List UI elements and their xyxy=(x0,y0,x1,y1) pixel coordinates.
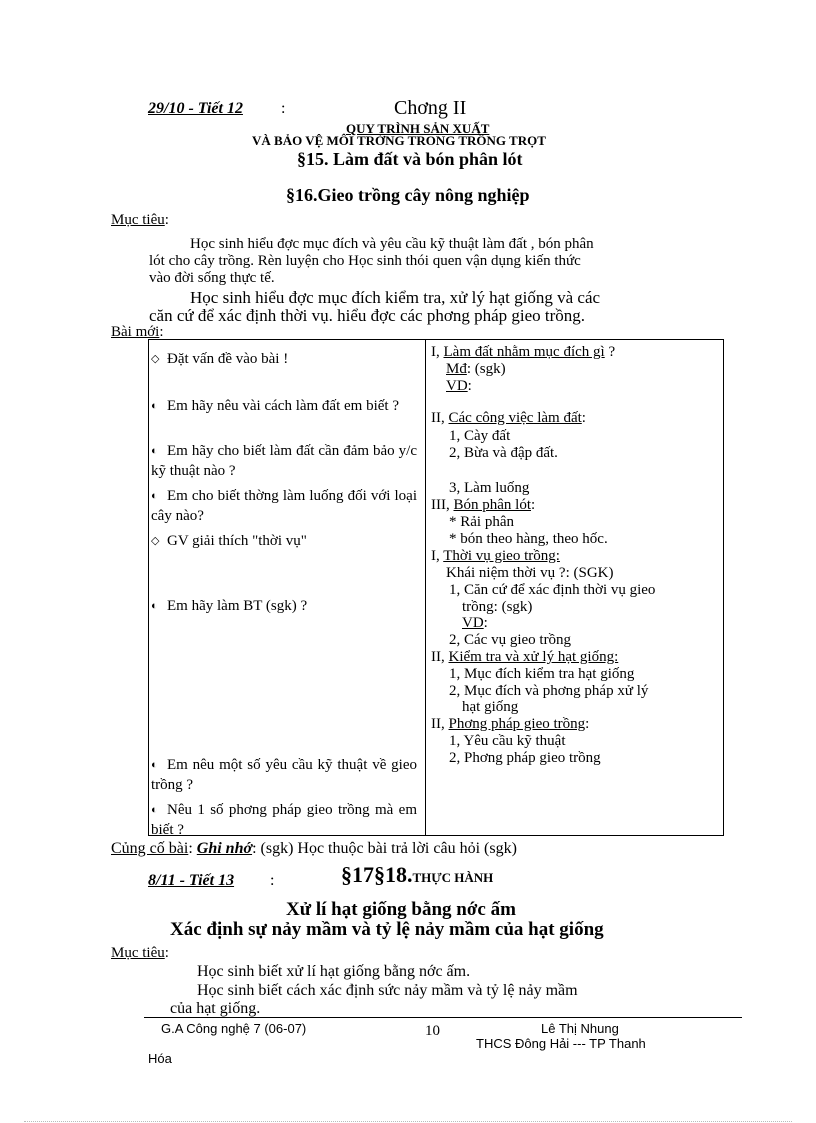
lesson-15-title: §15. Làm đất và bón phân lót xyxy=(297,149,523,169)
footer-course: G.A Công nghệ 7 (06-07) xyxy=(161,1021,307,1036)
practice-objective-1: Học sinh biết xử lí hạt giống bằng nớc ấm. xyxy=(197,963,471,980)
content-line: 1, Yêu cầu kỹ thuật xyxy=(449,733,566,749)
objective-p1-line2: lót cho cây trồng. Rèn luyện cho Học sinh thói quen vận dụng kiến thức xyxy=(149,253,581,269)
chapter-subtitle-2: VÀ BẢO VỆ MÔI TRỜNG TRONG TRỒNG TRỌT xyxy=(252,133,546,148)
half-circle-bullet-icon: ◐ xyxy=(151,600,158,612)
content-line: trồng: (sgk) xyxy=(462,599,533,615)
content-line: 1, Căn cứ để xác định thời vụ gieo xyxy=(449,582,656,598)
content-line: Khái niệm thời vụ ?: (SGK) xyxy=(446,565,614,581)
lesson-16-title: §16.Gieo trồng cây nông nghiệp xyxy=(286,185,530,205)
practice-objectives-heading: Mục tiêu: xyxy=(111,945,169,961)
diamond-bullet-icon: ◇ xyxy=(151,535,160,547)
activity-item: ◐ Em hãy nêu vài cách làm đất em biết ? xyxy=(151,398,399,414)
content-heading: I, Làm đất nhằm mục đích gì ? xyxy=(431,344,616,360)
lesson-table xyxy=(148,339,724,836)
diamond-bullet-icon: ◇ xyxy=(151,353,160,365)
content-line: 1, Cày đất xyxy=(449,428,511,444)
activity-item: ◐ Em hãy cho biết làm đất cần đảm bảo y/c kỹ thuật nào ? xyxy=(151,443,417,479)
activity-item: ◇ Đặt vấn đề vào bài ! xyxy=(151,351,289,367)
content-line: 2, Mục đích và phơng pháp xử lý xyxy=(449,683,649,699)
practice-colon: : xyxy=(270,872,275,889)
content-heading: III, Bón phân lót: xyxy=(431,497,536,513)
column-divider xyxy=(425,340,426,835)
content-line: * bón theo hàng, theo hốc. xyxy=(449,531,608,547)
practice-objective-2-line1: Học sinh biết cách xác định sức nảy mầm và tỷ lệ nảy mầm xyxy=(197,982,578,999)
new-lesson-heading: Bài mới: xyxy=(111,324,164,340)
content-line: 1, Mục đích kiểm tra hạt giống xyxy=(449,666,635,682)
half-circle-bullet-icon: ◐ xyxy=(151,400,158,412)
activity-item: ◐ Em nêu một số yêu cầu kỹ thuật về gieo trồng ? xyxy=(151,757,417,793)
practice-objective-2-line2: của hạt giống. xyxy=(170,1000,261,1017)
consolidate-line: Củng cố bài: Ghi nhớ: (sgk) Học thuộc bài trả lời câu hỏi (sgk) xyxy=(111,840,517,857)
objectives-heading: Mục tiêu: xyxy=(111,212,169,228)
footer-school-cont: Hóa xyxy=(148,1051,172,1066)
content-line: * Rải phân xyxy=(449,514,514,530)
activity-item: ◐ Em hãy làm BT (sgk) ? xyxy=(151,598,308,614)
page-number: 10 xyxy=(425,1023,440,1039)
practice-title-2: Xác định sự nảy mầm và tỷ lệ nảy mầm của hạt giống xyxy=(170,919,604,940)
practice-section: §17§18.THỰC HÀNH xyxy=(341,862,494,887)
content-heading: II, Kiểm tra và xử lý hạt giống: xyxy=(431,649,619,665)
footer-author: Lê Thị Nhung xyxy=(541,1021,619,1036)
lesson-date: 29/10 - Tiết 12 xyxy=(148,100,243,117)
practice-title-1: Xử lí hạt giống bằng nớc ấm xyxy=(286,899,516,920)
chapter-title: Chơng II xyxy=(394,97,467,119)
activity-item: ◐ Nêu 1 số phơng pháp gieo trồng mà em biết ? xyxy=(151,802,417,838)
content-line: 2, Phơng pháp gieo trồng xyxy=(449,750,601,766)
content-line: 2, Bừa và đập đất. xyxy=(449,445,558,461)
objective-p2-line1: Học sinh hiểu đợc mục đích kiểm tra, xử lý hạt giống và các xyxy=(190,288,601,307)
activity-item: ◐ Em cho biết thờng làm luống đối với loại cây nào? xyxy=(151,488,417,524)
chapter-subtitle-1: QUY TRÌNH SẢN XUẤT xyxy=(346,121,490,136)
content-line: Mđ: (sgk) xyxy=(446,361,506,377)
page-bottom-divider xyxy=(24,1121,792,1122)
content-line: VD: xyxy=(462,615,488,631)
objective-p1-line1: Học sinh hiểu đợc mục đích và yêu cầu kỹ thuật làm đất , bón phân xyxy=(190,236,594,252)
half-circle-bullet-icon: ◐ xyxy=(151,804,158,816)
activity-item: ◇ GV giải thích "thời vụ" xyxy=(151,533,307,549)
footer-rule xyxy=(144,1017,742,1018)
content-heading: I, Thời vụ gieo trồng: xyxy=(431,548,560,564)
half-circle-bullet-icon: ◐ xyxy=(151,759,158,771)
practice-date: 8/11 - Tiết 13 xyxy=(148,872,235,889)
half-circle-bullet-icon: ◐ xyxy=(151,445,158,457)
date-colon: : xyxy=(281,100,286,117)
content-heading: II, Các công việc làm đất: xyxy=(431,410,586,426)
content-line: 2, Các vụ gieo trồng xyxy=(449,632,572,648)
objective-p1-line3: vào đời sống thực tế. xyxy=(149,270,275,286)
content-line: hạt giống xyxy=(462,699,519,715)
content-line: 3, Làm luống xyxy=(449,480,530,496)
content-line: VD: xyxy=(446,378,472,394)
footer-school: THCS Đông Hải --- TP Thanh xyxy=(476,1036,646,1051)
objective-p2-line2: căn cứ để xác định thời vụ. hiểu đợc các phơng pháp gieo trồng. xyxy=(149,306,586,325)
half-circle-bullet-icon: ◐ xyxy=(151,490,158,502)
content-heading: II, Phơng pháp gieo trồng: xyxy=(431,716,590,732)
